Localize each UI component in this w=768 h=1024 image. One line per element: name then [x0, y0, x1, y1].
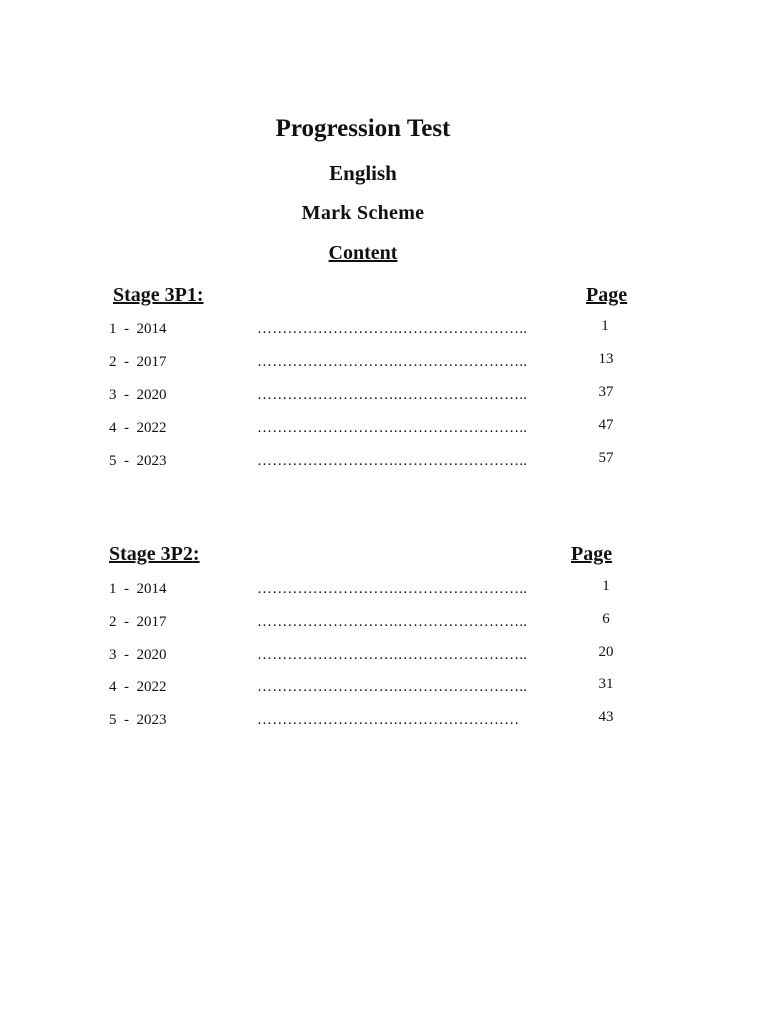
section-heading: Stage 3P1:: [113, 284, 204, 306]
page-column-heading: Page: [586, 284, 628, 306]
page-column-heading: Page: [571, 543, 613, 565]
row-label: 1 - 2014: [109, 321, 167, 337]
page-number: 1: [602, 578, 610, 594]
dot-leader: ……………………….……………………..: [257, 354, 528, 370]
contents-row: [0, 644, 768, 671]
contents-row: [0, 318, 768, 345]
contents-row: [0, 384, 768, 411]
page-number: 1: [601, 318, 609, 334]
page-number: 47: [598, 417, 614, 433]
row-label: 4 - 2022: [109, 679, 167, 695]
row-label: 5 - 2023: [109, 712, 167, 728]
row-label: 4 - 2022: [109, 420, 167, 436]
row-label: 5 - 2023: [109, 453, 167, 469]
contents-row: [0, 450, 768, 477]
dot-leader: ……………………….……………………..: [257, 387, 528, 403]
dot-leader: ……………………….……………………..: [257, 581, 528, 597]
dot-leader: ……………………….……………………..: [257, 679, 528, 695]
page-number: 13: [598, 351, 614, 367]
page-number: 6: [602, 611, 610, 627]
dot-leader: ……………………….……………………..: [257, 453, 528, 469]
dot-leader: ……………………….……………………..: [257, 614, 528, 630]
page-number: 57: [598, 450, 614, 466]
contents-row: [0, 578, 768, 605]
dot-leader: ……………………….……………………: [257, 712, 520, 728]
row-label: 2 - 2017: [109, 614, 167, 630]
contents-row: [0, 709, 768, 736]
contents-row: [0, 351, 768, 378]
dot-leader: ……………………….……………………..: [257, 321, 528, 337]
document-title: Progression Test: [275, 115, 451, 142]
page-number: 20: [598, 644, 614, 660]
page-number: 43: [598, 709, 614, 725]
dot-leader: ……………………….……………………..: [257, 420, 528, 436]
page-number: 31: [598, 676, 614, 692]
row-label: 2 - 2017: [109, 354, 167, 370]
page-number: 37: [598, 384, 614, 400]
section-heading: Stage 3P2:: [109, 543, 200, 565]
contents-row: [0, 417, 768, 444]
document-type-title: Mark Scheme: [301, 202, 425, 224]
row-label: 1 - 2014: [109, 581, 167, 597]
subject-title: English: [329, 161, 397, 185]
row-label: 3 - 2020: [109, 647, 167, 663]
contents-row: [0, 611, 768, 638]
row-label: 3 - 2020: [109, 387, 167, 403]
contents-heading: Content: [328, 242, 398, 264]
dot-leader: ……………………….……………………..: [257, 647, 528, 663]
contents-row: [0, 676, 768, 703]
